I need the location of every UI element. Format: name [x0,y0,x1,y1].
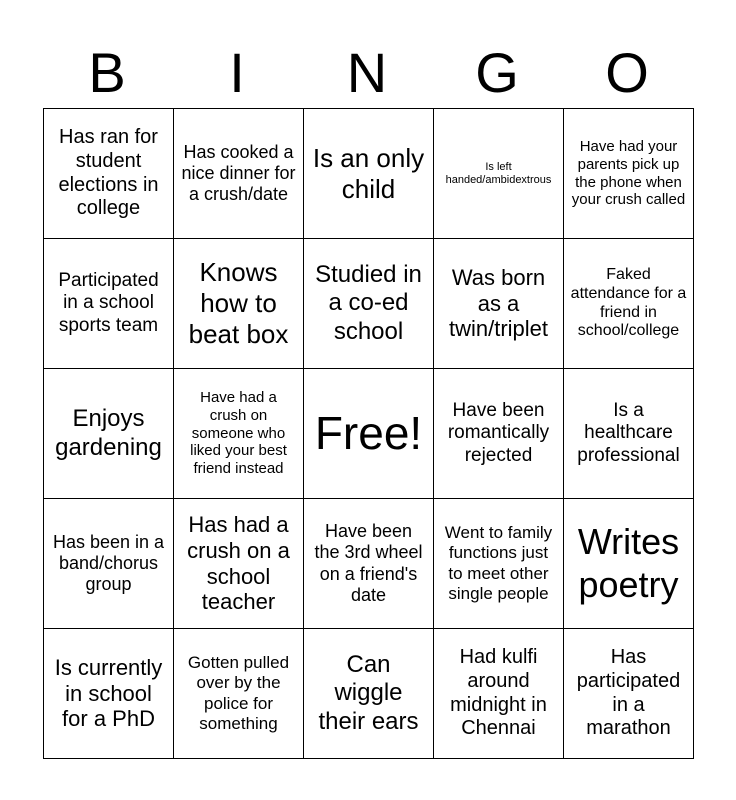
bingo-cell: Participated in a school sports team [44,239,174,369]
header-letter-n: N [346,41,390,104]
bingo-cell: Had kulfi around midnight in Chennai [434,629,564,759]
header-letter-g: G [475,41,521,104]
bingo-cell: Have been romantically rejected [434,369,564,499]
bingo-cell: Can wiggle their ears [304,629,434,759]
bingo-cell: Has had a crush on a school teacher [174,499,304,629]
bingo-cell: Is currently in school for a PhD [44,629,174,759]
bingo-cell: Is a healthcare professional [564,369,694,499]
bingo-grid [43,108,694,759]
bingo-cell: Gotten pulled over by the police for something [174,629,304,759]
bingo-cell: Is an only child [304,109,434,239]
bingo-cell: Has ran for student elections in college [44,109,174,239]
bingo-cell: Has participated in a marathon [564,629,694,759]
header-letter-o: O [605,41,651,104]
grid-row [44,629,694,759]
bingo-cell: Is left handed/ambidextrous [434,109,564,239]
header-letter-i: I [229,41,247,104]
header-letter-b: B [88,41,128,104]
bingo-cell: Faked attendance for a friend in school/college [564,239,694,369]
grid-row [44,239,694,369]
bingo-cell: Have had your parents pick up the phone when your crush called [564,109,694,239]
bingo-cell: Have been the 3rd wheel on a friend's date [304,499,434,629]
bingo-cell: Has been in a band/chorus group [44,499,174,629]
grid-row [44,109,694,239]
bingo-cell: Enjoys gardening [44,369,174,499]
bingo-cell: Have had a crush on someone who liked your best friend instead [174,369,304,499]
bingo-cell: Was born as a twin/triplet [434,239,564,369]
grid-row [44,369,694,499]
free-space-cell: Free! [304,369,434,499]
bingo-cell: Has cooked a nice dinner for a crush/date [174,109,304,239]
bingo-cell: Studied in a co-ed school [304,239,434,369]
grid-row [44,499,694,629]
bingo-cell: Knows how to beat box [174,239,304,369]
bingo-cell: Went to family functions just to meet other single people [434,499,564,629]
bingo-cell: Writes poetry [564,499,694,629]
bingo-header [43,40,693,106]
